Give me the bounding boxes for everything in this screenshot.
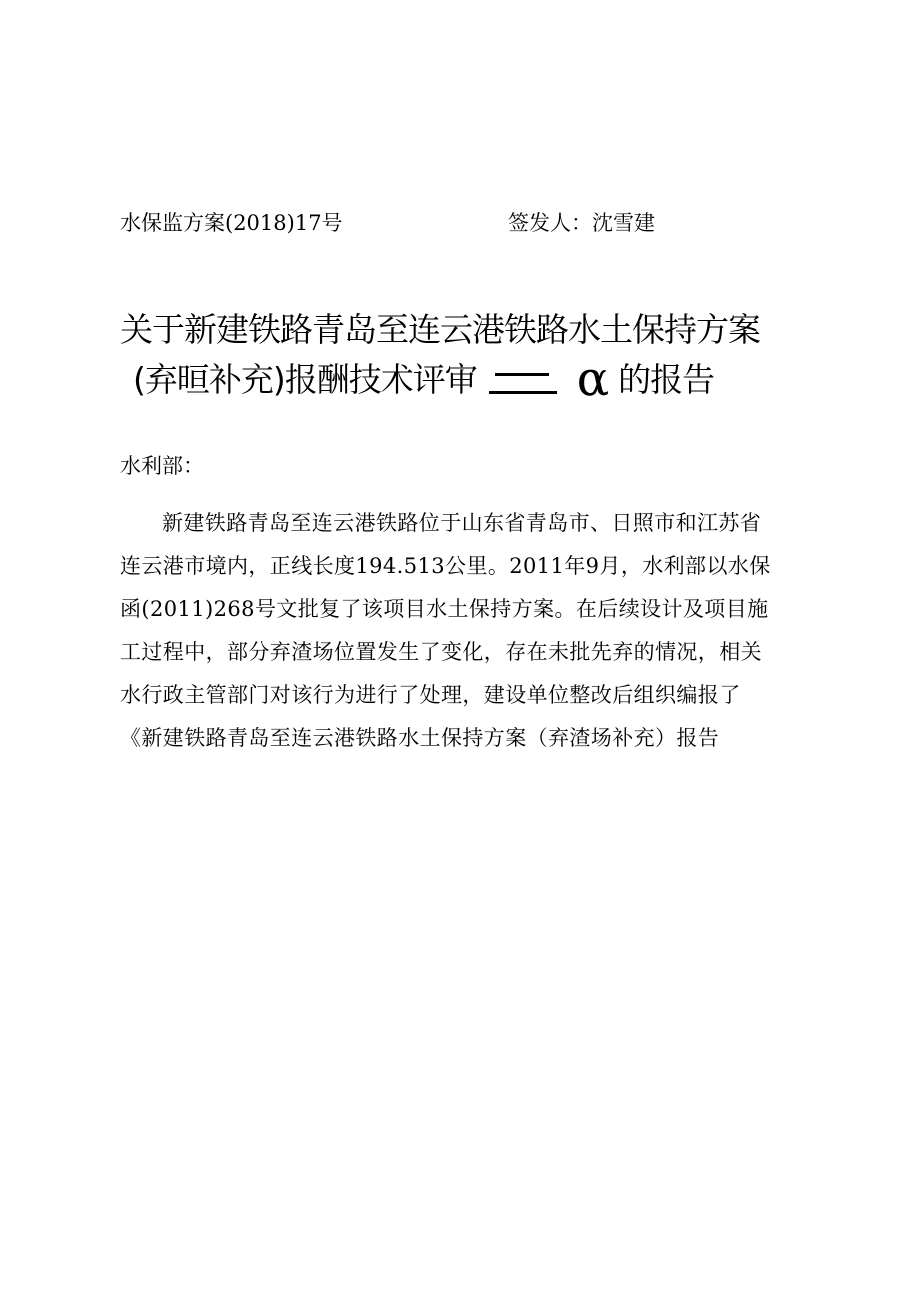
- document-title-line-1: 关于新建铁路青岛至连云港铁路水土保持方案: [120, 310, 760, 349]
- salutation: 水利部：: [120, 454, 204, 478]
- document-title-line-2: [133, 351, 823, 407]
- document-header: [120, 205, 720, 241]
- document-number: 水保监方案(2018)17号: [120, 211, 343, 235]
- body-paragraph-line: 连云港市境内，正线长度194.513公里。2011年9月，水利部以水保: [120, 554, 771, 578]
- body-paragraph-line: 函(2011)268号文批复了该项目水土保持方案。在后续设计及项目施: [120, 597, 769, 621]
- title-line-2-end: 的报告: [618, 360, 715, 399]
- title-alpha-glyph: α: [576, 351, 609, 407]
- body-paragraph-line: 工过程中，部分弃渣场位置发生了变化，存在未批先弃的情况，相关: [120, 640, 762, 664]
- signer: 签发人：沈雪建: [508, 211, 655, 235]
- body-paragraph-line: 水行政主管部门对该行为进行了处理，建设单位整改后组织编报了: [120, 683, 741, 707]
- title-line-2-text: (弃晅补充)报酬技术评审: [133, 360, 477, 399]
- title-dash-glyph: [489, 372, 557, 392]
- body-paragraph-line: 新建铁路青岛至连云港铁路位于山东省青岛市、日照市和江苏省: [162, 511, 762, 535]
- body-paragraph-line: 《新建铁路青岛至连云港铁路水土保持方案（弃渣场补充）报告: [120, 726, 720, 750]
